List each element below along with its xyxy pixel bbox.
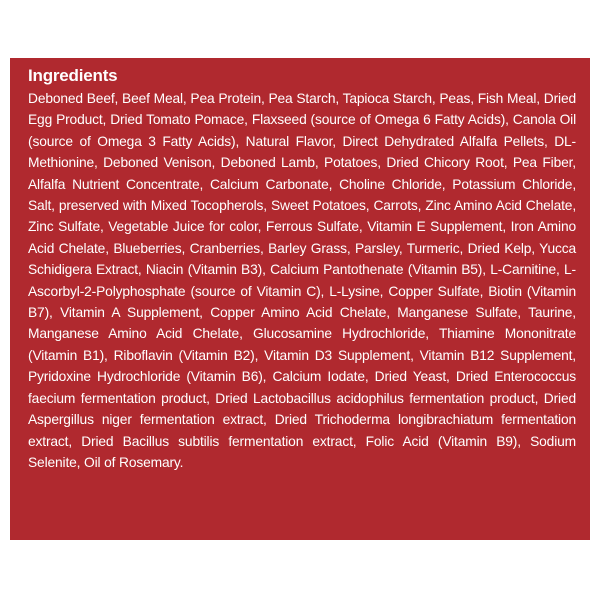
ingredients-list-text: Deboned Beef, Beef Meal, Pea Protein, Pea Starch, Tapioca Starch, Peas, Fish Meal, Dried Egg Product, Dried Tomato Pomace, Flaxseed (source of Omega 6 Fatty Acids), Canola Oil (source of Omega 3 Fatty Acids), Natural Flavor, Direct Dehydrated Alfalfa Pellets, DL-Methionine, Deboned Venison, Deboned Lamb, Potatoes, Dried Chicory Root, Pea Fiber, Alfalfa Nutrient Concentrate, Calcium Carbonate, Choline Chloride, Potassium Chloride, Salt, preserved with Mixed Tocopherols, Sweet Potatoes, Carrots, Zinc Amino Acid Chelate, Zinc Sulfate, Vegetable Juice for color, Ferrous Sulfate, Vitamin E Supplement, Iron Amino Acid Chelate, Blueberries, Cranberries, Barley Grass, Parsley, Turmeric, Dried Kelp, Yucca Schidigera Extract, Niacin (Vitamin B3), Calcium Pantothenate (Vitamin B5), L-Carnitine, L-Ascorbyl-2-Polyphosphate (source of Vitamin C), L-Lysine, Copper Sulfate, Biotin (Vitamin B7), Vitamin A Supplement, Copper Amino Acid Chelate, Manganese Sulfate, Taurine, Manganese Amino Acid Chelate, Glucosamine Hydrochloride, Thiamine Mononitrate (Vitamin B1), Riboflavin (Vitamin B2), Vitamin D3 Supplement, Vitamin B12 Supplement, Pyridoxine Hydrochloride (Vitamin B6), Calcium Iodate, Dried Yeast, Dried Enterococcus faecium fermentation product, Dried Lactobacillus acidophilus fermentation product, Dried Aspergillus niger fermentation extract, Dried Trichoderma longibrachiatum fermentation extract, Dried Bacillus subtilis fermentation extract, Folic Acid (Vitamin B9), Sodium Selenite, Oil of Rosemary. [28, 91, 576, 470]
ingredients-panel [10, 58, 590, 540]
ingredients-heading: Ingredients [28, 66, 118, 85]
